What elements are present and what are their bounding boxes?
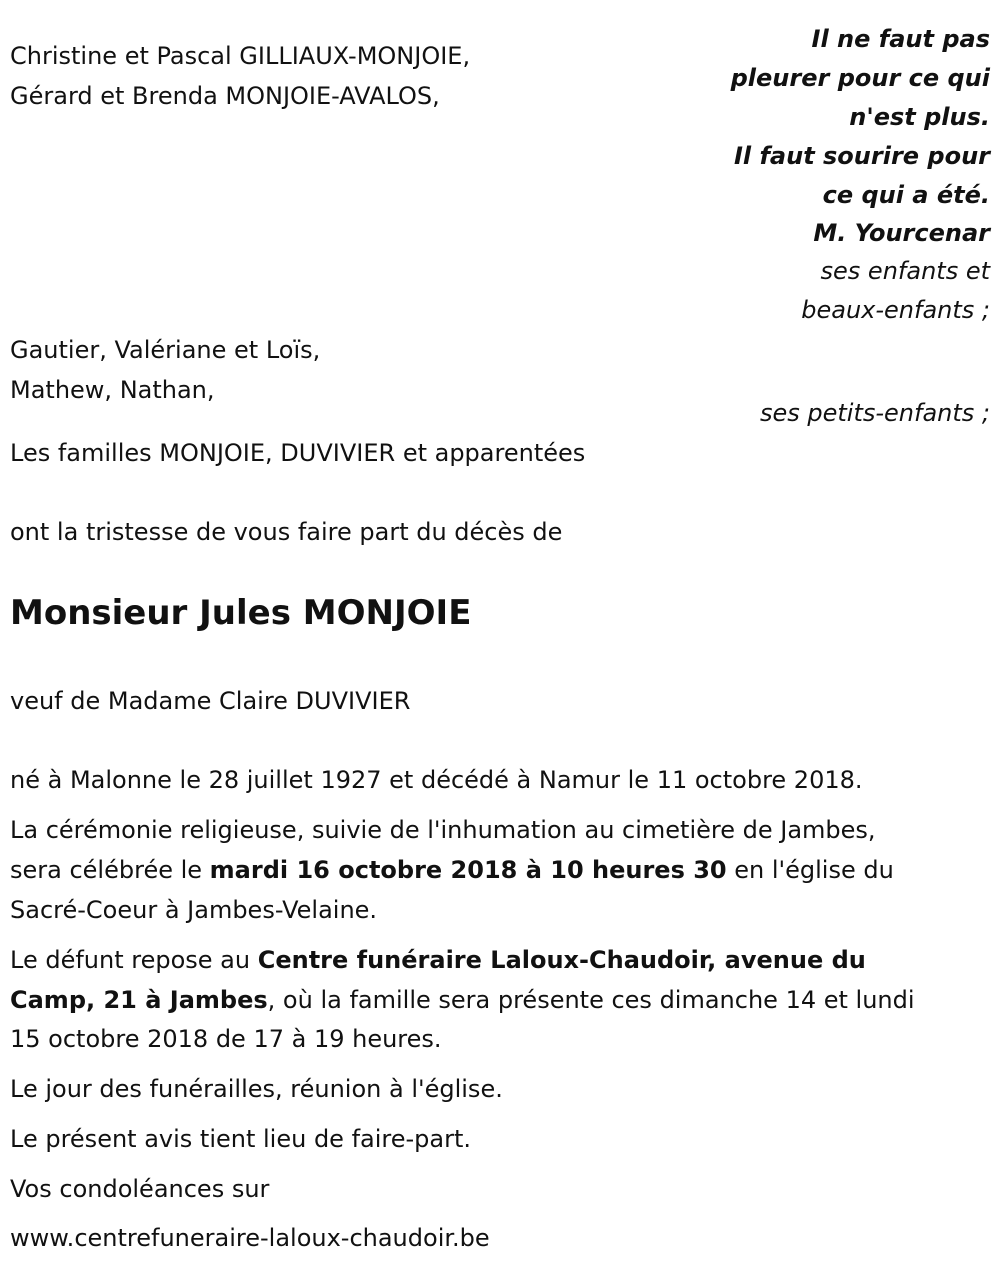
relation-grandchildren: ses petits-enfants ; [759,399,990,427]
condolences-label: Vos condoléances sur [10,1175,270,1203]
extended-families: Les familles MONJOIE, DUVIVIER et apparentées [10,439,586,467]
condolences-website: www.centrefuneraire-laloux-chaudoir.be [10,1224,490,1252]
ceremony-line-2: sera célébrée le mardi 16 octobre 2018 à 10 heures 30 en l'église du [10,856,894,884]
visitation-line-3: 15 octobre 2018 de 17 à 19 heures. [10,1025,442,1053]
funeral-home-address: Camp, 21 à Jambes [10,986,268,1014]
ceremony-line-1: La cérémonie religieuse, suivie de l'inhumation au cimetière de Jambes, [10,816,876,844]
relation-children: ses enfants et [820,257,990,285]
quote-line: ce qui a été. [822,181,990,209]
family-line-children-2: Gérard et Brenda MONJOIE-AVALOS, [10,82,440,110]
ceremony-datetime: mardi 16 octobre 2018 à 10 heures 30 [209,856,727,884]
quote-line: pleurer pour ce qui [730,64,990,92]
ceremony-line-3: Sacré-Coeur à Jambes-Velaine. [10,896,378,924]
visitation-line-2: Camp, 21 à Jambes, où la famille sera présente ces dimanche 14 et lundi [10,986,915,1014]
quote-line: n'est plus. [849,103,990,131]
grandchildren-line-1: Gautier, Valériane et Loïs, [10,336,321,364]
deceased-name: Monsieur Jules MONJOIE [10,593,472,633]
announcement: ont la tristesse de vous faire part du décès de [10,518,563,546]
notice-note: Le présent avis tient lieu de faire-part. [10,1125,472,1153]
relation-children-2: beaux-enfants ; [801,296,990,324]
funeral-home-name: Centre funéraire Laloux-Chaudoir, avenue du [257,946,866,974]
quote-line: Il ne faut pas [811,25,990,53]
meeting-note: Le jour des funérailles, réunion à l'église. [10,1075,503,1103]
spouse-line: veuf de Madame Claire DUVIVIER [10,687,411,715]
grandchildren-line-2: Mathew, Nathan, [10,376,215,404]
visitation-line-1: Le défunt repose au Centre funéraire Laloux-Chaudoir, avenue du [10,946,866,974]
birth-death-dates: né à Malonne le 28 juillet 1927 et décédé à Namur le 11 octobre 2018. [10,766,863,794]
family-line-children-1: Christine et Pascal GILLIAUX-MONJOIE, [10,42,471,70]
quote-author: M. Yourcenar [813,219,990,247]
quote-line: Il faut sourire pour [733,142,990,170]
